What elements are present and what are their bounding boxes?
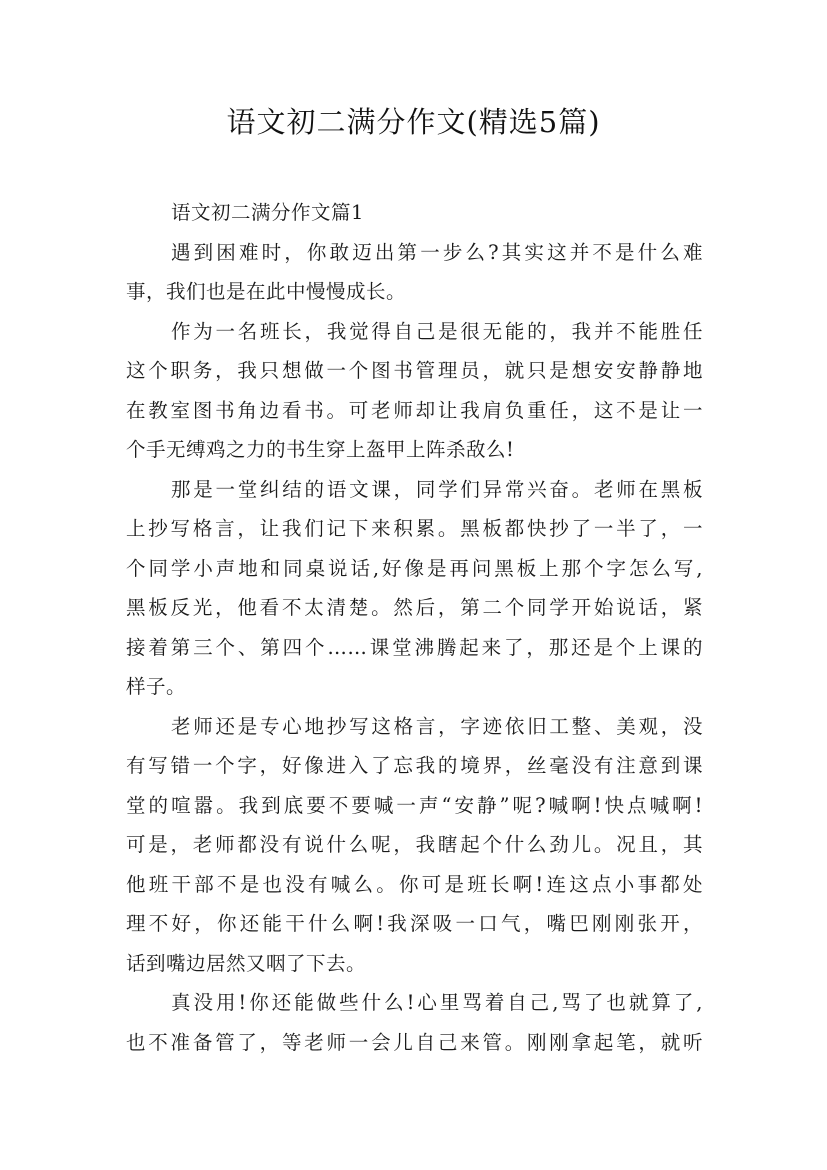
text-line: 有写错一个字，好像进入了忘我的境界，丝毫没有注意到课 [126, 754, 703, 777]
text-line: 真没用!你还能做些什么!心里骂着自己,骂了也就算了, [171, 991, 703, 1014]
text-line: 遇到困难时，你敢迈出第一步么?其实这并不是什么难 [171, 240, 703, 264]
text-line: 这个职务，我只想做一个图书管理员，就只是想安安静静地 [126, 359, 703, 382]
text-line: 那是一堂纠结的语文课，同学们异常兴奋。老师在黑板 [171, 477, 703, 501]
text-line: 作为一名班长，我觉得自己是很无能的，我并不能胜任 [171, 319, 703, 343]
text-line: 他班干部不是也没有喊么。你可是班长啊!连这点小事都处 [126, 872, 703, 896]
text-line: 黑板反光，他看不太清楚。然后，第二个同学开始说话，紧 [126, 596, 703, 619]
document-body [126, 193, 703, 1062]
text-line: 也不准备管了，等老师一会儿自己来管。刚刚拿起笔，就听 [126, 1030, 703, 1054]
text-line: 可是，老师都没有说什么呢，我瞎起个什么劲儿。况且，其 [126, 833, 703, 856]
text-line: 堂的喧嚣。我到底要不要喊一声“安静”呢?喊啊!快点喊啊! [126, 793, 703, 817]
text-line: 语文初二满分作文篇1 [171, 201, 364, 224]
text-line: 个手无缚鸡之力的书生穿上盔甲上阵杀敌么! [126, 438, 515, 461]
text-line: 理不好，你还能干什么啊!我深吸一口气，嘴巴刚刚张开， [126, 912, 703, 935]
text-line: 样子。 [126, 675, 187, 698]
text-line: 事，我们也是在此中慢慢成长。 [126, 280, 407, 303]
text-line: 个同学小声地和同桌说话,好像是再问黑板上那个字怎么写, [126, 556, 703, 580]
text-line: 接着第三个、第四个……课堂沸腾起来了，那还是个上课的 [126, 635, 703, 659]
document-title: 语文初二满分作文(精选5篇) [226, 105, 601, 139]
text-line: 老师还是专心地抄写这格言，字迹依旧工整、美观，没 [171, 714, 703, 738]
text-line: 上抄写格言，让我们记下来积累。黑板都快抄了一半了，一 [126, 517, 703, 540]
text-line: 话到嘴边居然又咽了下去。 [126, 951, 367, 975]
text-line: 在教室图书角边看书。可老师却让我肩负重任，这不是让一 [126, 398, 703, 422]
